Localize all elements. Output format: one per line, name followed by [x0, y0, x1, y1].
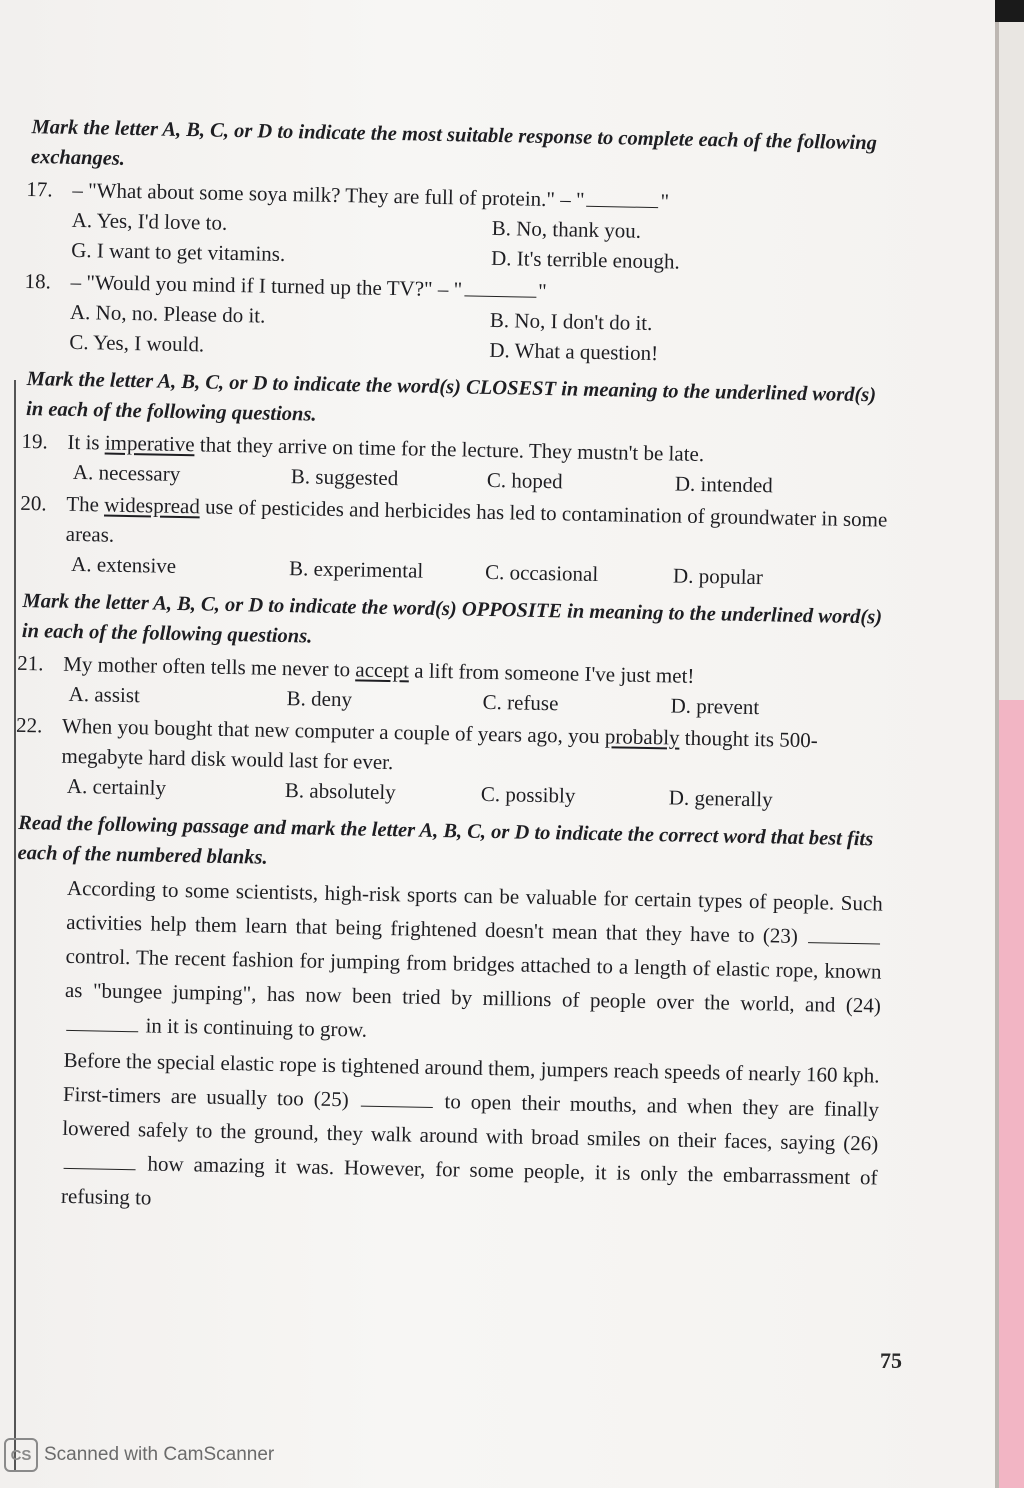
question-18: 18. – "Would you mind if I turned up the TV?" – " " — [24, 266, 894, 313]
reading-passage — [61, 871, 883, 1229]
question-number: 18. — [24, 268, 52, 294]
question-number: 19. — [21, 428, 49, 454]
option-b: B. No, I don't do it. — [489, 307, 653, 336]
question-text: – "What about some soya milk? They are full of protein." – " — [72, 177, 585, 212]
camscanner-watermark — [4, 1438, 274, 1472]
camscanner-icon: CS — [4, 1438, 38, 1472]
question-22: 22. When you bought that new computer a couple of years ago, you probably thought its 500-megabyte hard disk would last for ever. — [15, 710, 886, 787]
question-19: 19. It is imperative that they arrive on time for the lecture. They mustn't be late. — [21, 426, 891, 473]
page-number: 75 — [880, 1348, 902, 1373]
option-b: B. No, thank you. — [491, 215, 642, 243]
underlined-word: widespread — [104, 492, 201, 519]
option-c: G. I want to get vitamins. — [70, 237, 286, 266]
option-a: A. assist — [68, 681, 141, 708]
option-d: D. What a question! — [489, 337, 659, 366]
option-a: A. Yes, I'd love to. — [71, 207, 228, 235]
option-a: A. necessary — [72, 459, 181, 486]
blank-24 — [66, 1012, 138, 1032]
option-c: C. Yes, I would. — [69, 329, 205, 357]
option-d: D. intended — [674, 471, 774, 498]
question-number: 22. — [15, 712, 43, 738]
blank-25 — [360, 1088, 432, 1108]
option-b: B. suggested — [290, 464, 399, 491]
section2-instruction: Mark the letter A, B, C, or D to indicate the word(s) CLOSEST in meaning to the underlined word(s) in each of the following questions. — [25, 368, 877, 426]
passage-paragraph-1: According to some scientists, high-risk sports can be valuable for certain types of people. Such activities help them learn that being frightened doesn't mean that they have to (23) control. The recent fashion for jumping from bridges attached to a length of elastic rope, known as "bungee jumping", has now been tried by millions of people over the world, and (24) in it is continuing to grow. — [64, 875, 884, 1042]
option-a: A. certainly — [66, 773, 167, 800]
option-c: C. occasional — [484, 559, 599, 587]
option-b: B. deny — [286, 686, 353, 712]
option-a: A. No, no. Please do it. — [69, 299, 266, 328]
option-d: D. It's terrible enough. — [490, 245, 680, 274]
question-text: – "Would you mind if I turned up the TV?" – " — [70, 269, 463, 302]
option-d: D. generally — [668, 785, 773, 812]
blank-26 — [64, 1150, 136, 1170]
question-20: 20. The widespread use of pesticides and herbicides has led to contamination of groundwater in some areas. — [19, 488, 890, 565]
option-c: C. hoped — [486, 467, 563, 494]
option-c: C. possibly — [480, 781, 576, 808]
answer-blank — [464, 277, 536, 297]
section3-instruction: Mark the letter A, B, C, or D to indicate the word(s) OPPOSITE in meaning to the underlined word(s) in each of the following questions. — [21, 589, 883, 648]
question-17: 17. – "What about some soya milk? They are full of protein." – " " — [26, 174, 896, 221]
question-number: 17. — [26, 176, 53, 202]
option-b: B. experimental — [288, 556, 424, 583]
section1-instruction: Mark the letter A, B, C, or D to indicate the most suitable response to complete each of the following exchanges. — [30, 116, 878, 170]
question-number: 21. — [17, 650, 44, 676]
option-c: C. refuse — [482, 689, 559, 716]
option-a: A. extensive — [70, 551, 177, 578]
camscanner-label: Scanned with CamScanner — [44, 1444, 275, 1465]
exercise-content — [7, 104, 898, 1230]
background-edge — [995, 0, 1024, 1488]
question-number: 20. — [20, 490, 47, 516]
section4-instruction: Read the following passage and mark the letter A, B, C, or D to indicate the correct word that best fits each of the numbered blanks. — [17, 811, 874, 869]
option-d: D. prevent — [670, 693, 760, 720]
underlined-word: probably — [604, 724, 680, 750]
answer-blank — [586, 188, 658, 208]
option-b: B. absolutely — [284, 778, 396, 805]
passage-paragraph-2: Before the special elastic rope is tightened around them, jumpers reach speeds of nearly 160 kph. First-timers are usually too (25) to open their mouths, and when they are finally lowered safely to the ground, they walk around with broad smiles on their faces, saying (26) how amazing it was. However, for some people, it is only the embarrassment of refusing to — [60, 1047, 880, 1210]
question-21: 21. My mother often tells me never to accept a lift from someone I've just met! — [17, 648, 887, 695]
underlined-word: accept — [355, 657, 410, 683]
underlined-word: imperative — [104, 430, 195, 457]
option-d: D. popular — [672, 563, 764, 590]
blank-23 — [808, 924, 880, 944]
